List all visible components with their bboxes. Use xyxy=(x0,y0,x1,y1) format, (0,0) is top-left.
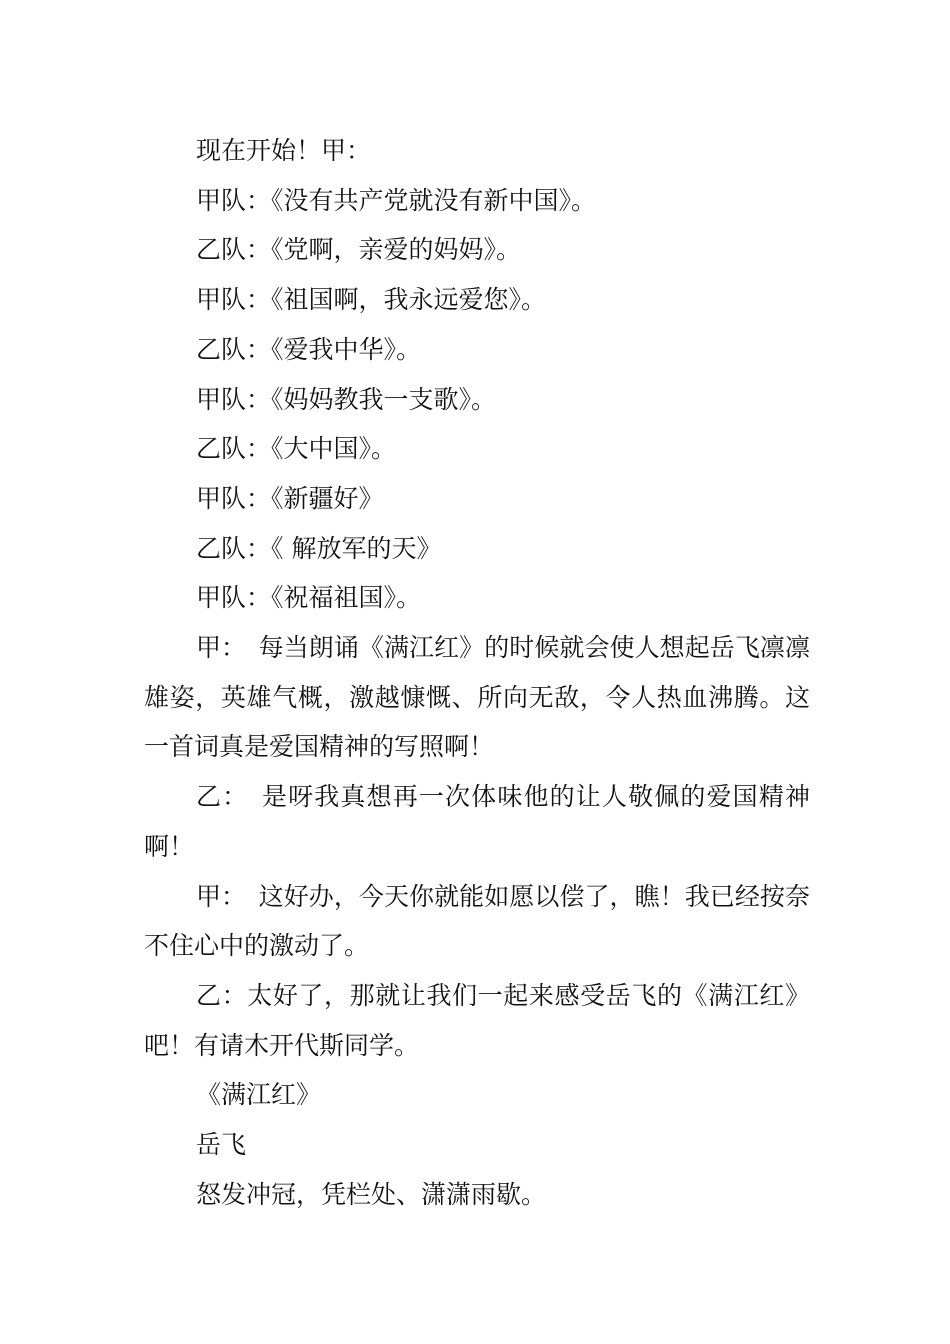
text-line: 乙队：《 解放军的天》 xyxy=(196,533,442,563)
document-body xyxy=(144,126,810,1219)
text-line: 甲队：《妈妈教我一支歌》。 xyxy=(196,384,497,414)
text-line: 甲队：《祝福祖国》。 xyxy=(196,583,422,613)
text-line: 现在开始！甲： xyxy=(196,136,372,165)
dialogue-paragraph: 乙： 是呀我真想再一次体味他的让人敬佩的爱国精神啊！ xyxy=(144,782,810,861)
text-line: 甲队：《新疆好》 xyxy=(196,483,384,513)
text-line: 乙队：《爱我中华》。 xyxy=(196,334,422,364)
dialogue-paragraph: 甲： 每当朗诵《满江红》的时候就会使人想起岳飞凛凛雄姿，英雄气概，激越慷慨、所向无敌，令人热血沸腾。这一首词真是爱国精神的写照啊！ xyxy=(144,633,810,762)
dialogue-paragraph: 甲： 这好办，今天你就能如愿以偿了，瞧！我已经按奈不住心中的激动了。 xyxy=(144,881,810,961)
poem-line: 怒发冲冠，凭栏处、潇潇雨歇。 xyxy=(196,1179,547,1209)
text-line: 甲队：《没有共产党就没有新中国》。 xyxy=(196,185,597,215)
poem-author: 岳飞 xyxy=(196,1130,247,1160)
text-line: 乙队：《大中国》。 xyxy=(196,434,397,464)
poem-title: 《满江红》 xyxy=(196,1080,322,1110)
dialogue-paragraph: 乙：太好了，那就让我们一起来感受岳飞的《满江红》吧！有请木开代斯同学。 xyxy=(144,980,810,1060)
text-line: 乙队：《党啊，亲爱的妈妈》。 xyxy=(196,235,522,265)
text-line: 甲队：《祖国啊，我永远爱您》。 xyxy=(196,285,547,315)
